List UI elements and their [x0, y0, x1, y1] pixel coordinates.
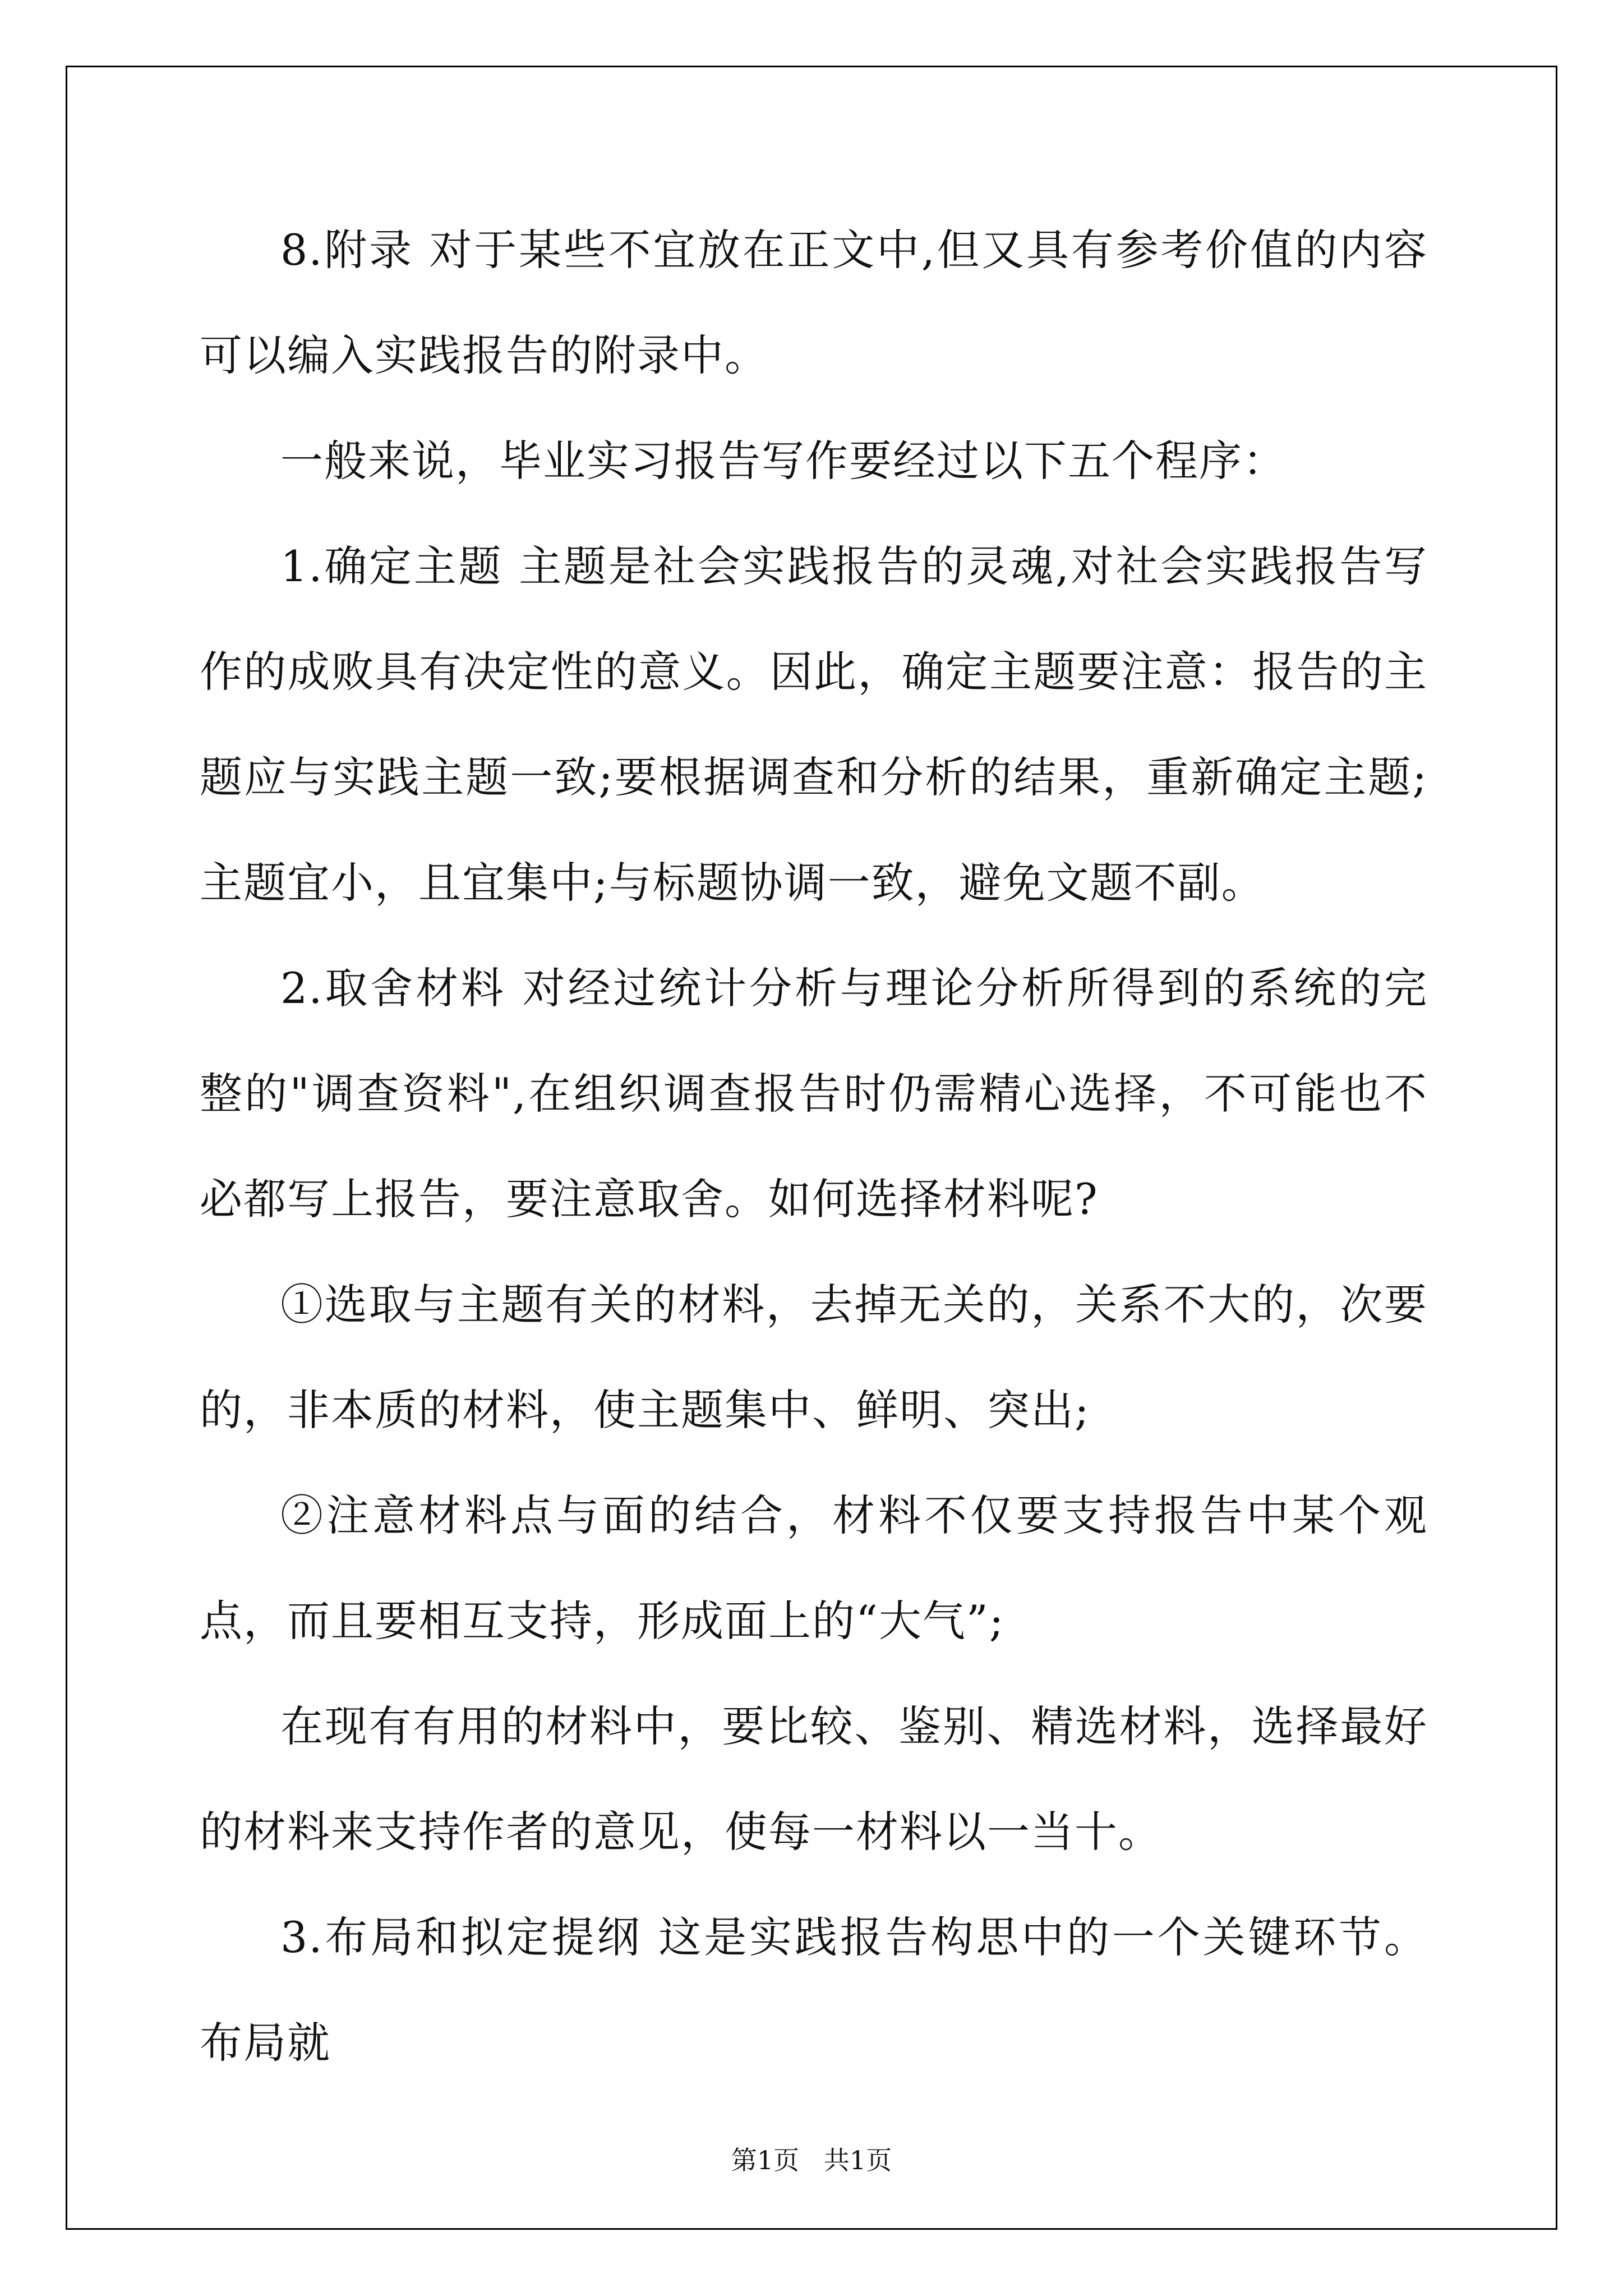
paragraph-determine-theme: 1.确定主题 主题是社会实践报告的灵魂,对社会实践报告写作的成败具有决定性的意义。因此，确定主题要注意：报告的主题应与实践主题一致;要根据调查和分析的结果，重新确定主题;主题宜小，且宜集中;与标题协调一致，避免文题不副。	[200, 541, 1428, 908]
paragraph-procedure-intro: 一般来说，毕业实习报告写作要经过以下五个程序：	[280, 436, 1287, 486]
document-body	[200, 197, 1428, 2096]
paragraph-point-one: ①选取与主题有关的材料，去掉无关的，关系不大的，次要的，非本质的材料，使主题集中、鲜明、突出;	[200, 1280, 1428, 1435]
paragraph-layout-outline: 3.布局和拟定提纲 这是实践报告构思中的一个关键环节。布局就	[200, 1912, 1428, 2068]
paragraph-compare-materials: 在现有有用的材料中，要比较、鉴别、精选材料，选择最好的材料来支持作者的意见，使每一材料以一当十。	[200, 1701, 1428, 1857]
paragraph-appendix: 8.附录 对于某些不宜放在正文中,但又具有参考价值的内容可以编入实践报告的附录中。	[200, 225, 1428, 380]
paragraph-select-materials: 2.取舍材料 对经过统计分析与理论分析所得到的系统的完整的"调查资料",在组织调查报告时仍需精心选择，不可能也不必都写上报告，要注意取舍。如何选择材料呢?	[200, 963, 1428, 1224]
paragraph-point-two: ②注意材料点与面的结合，材料不仅要支持报告中某个观点，而且要相互支持，形成面上的“大气”;	[200, 1490, 1428, 1646]
page-number-footer: 第1页 共1页	[731, 2145, 892, 2175]
